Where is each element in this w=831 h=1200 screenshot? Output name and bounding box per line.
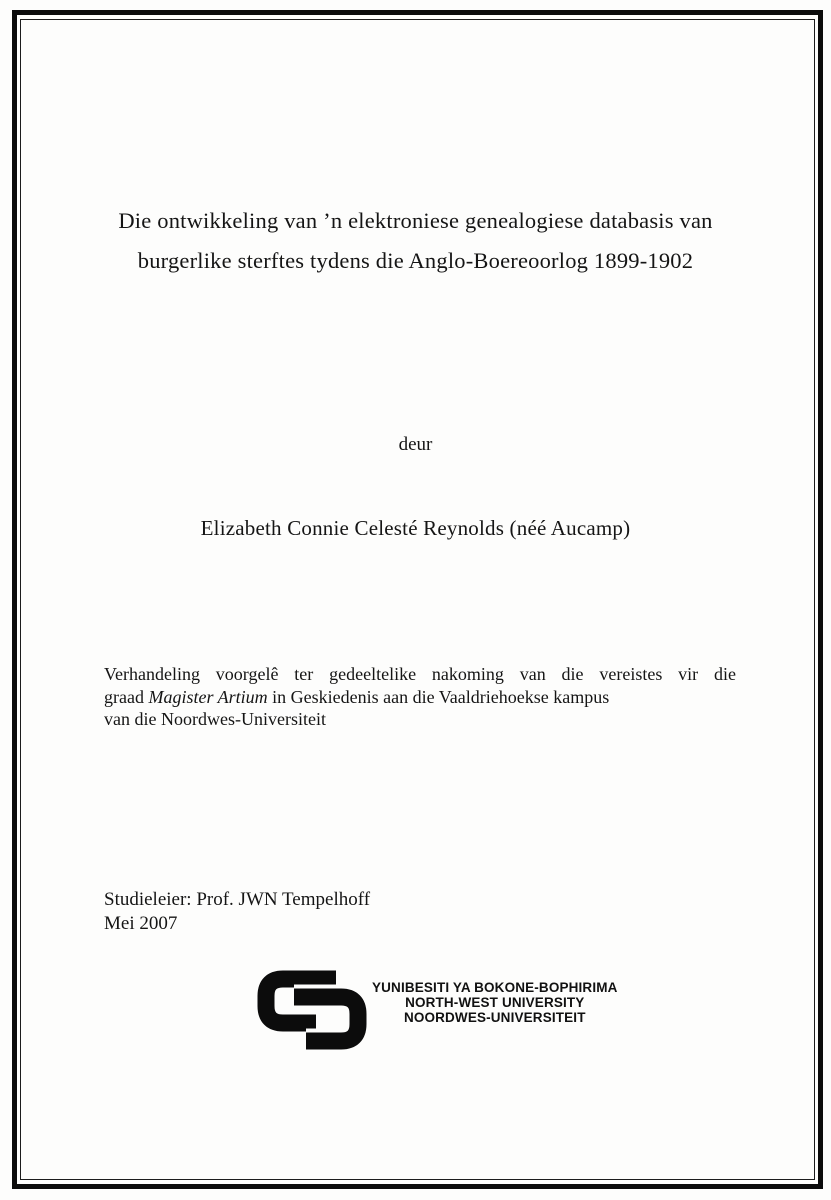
date-line: Mei 2007 <box>104 913 178 934</box>
university-wordmark <box>372 969 618 1025</box>
supervisor-block <box>104 888 370 936</box>
byline-deur: deur <box>398 434 433 455</box>
submission-line-2 <box>104 686 736 709</box>
supervisor-line: Studieleier: Prof. JWN Tempelhoff <box>104 889 371 910</box>
author-name: Elizabeth Connie Celesté Reynolds (néé Aucamp) <box>200 516 631 540</box>
university-logo <box>256 969 618 1051</box>
thesis-title <box>50 201 781 281</box>
submission-line-2-pre: graad <box>104 686 149 707</box>
thesis-title-line-2: burgerlike sterftes tydens die Anglo-Boereoorlog 1899-1902 <box>137 248 694 273</box>
university-name-setswana: YUNIBESITI YA BOKONE-BOPHIRIMA <box>372 980 618 995</box>
nwu-interlocked-links-icon <box>256 969 368 1051</box>
submission-statement <box>104 663 736 731</box>
university-name-english: NORTH-WEST UNIVERSITY <box>405 994 585 1010</box>
submission-line-3: van die Noordwes-Universiteit <box>104 709 326 729</box>
university-name-afrikaans: NOORDWES-UNIVERSITEIT <box>403 1009 586 1025</box>
submission-line-2-post: in Geskiedenis aan die Vaaldriehoekse kampus <box>267 686 610 707</box>
submission-line-1: Verhandeling voorgelê ter gedeeltelike nakoming van die vereistes vir die <box>104 664 736 684</box>
submission-degree-name: Magister Artium <box>148 686 268 707</box>
thesis-title-line-1: Die ontwikkeling van ’n elektroniese genealogiese databasis van <box>118 208 713 233</box>
